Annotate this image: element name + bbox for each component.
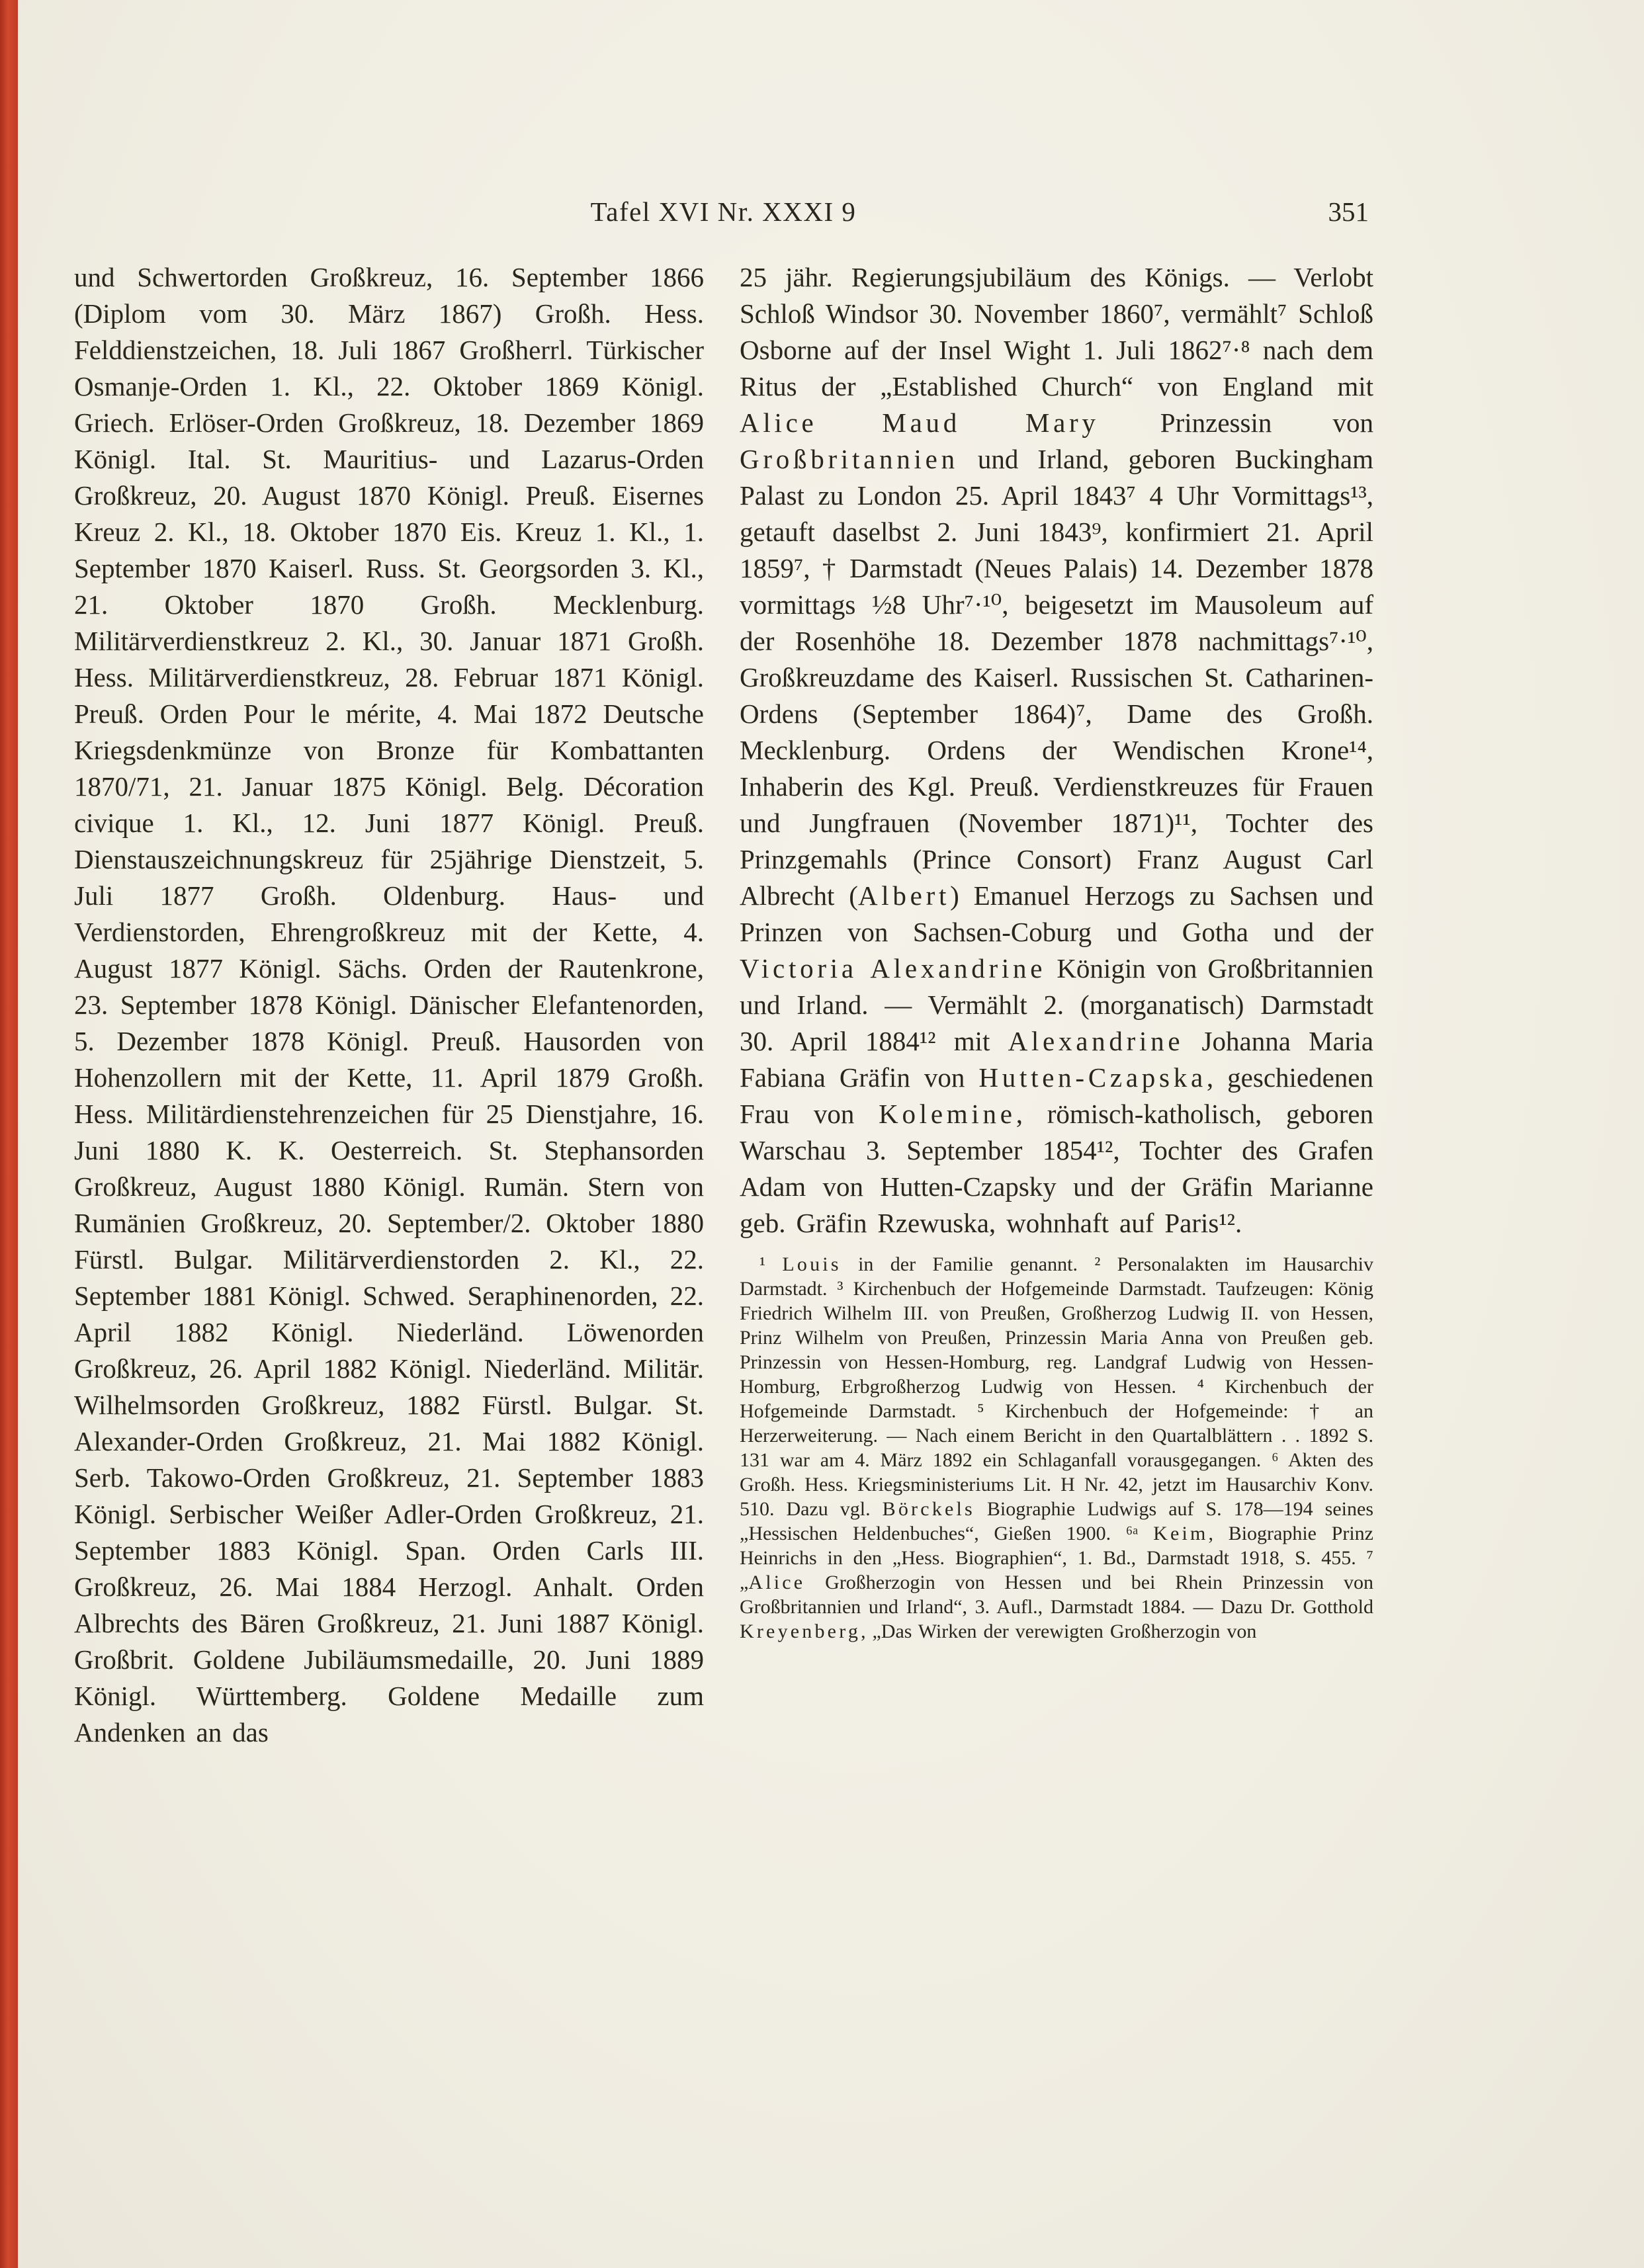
- left-column: [74, 259, 704, 1751]
- page-number: 351: [1328, 196, 1369, 227]
- page-header: [74, 196, 1373, 237]
- right-column: [740, 259, 1373, 1644]
- left-column-text: und Schwertorden Großkreuz, 16. September 1866 (Diplom vom 30. März 1867) Großh. Hess. Felddienstzeichen, 18. Juli 1867 Großherrl. Türkischer Osmanje-Orden 1. Kl., 22. Oktober 1869 Königl. Griech. Erlöser-Orden Großkreuz, 18. Dezember 1869 Königl. Ital. St. Mauritius- und Lazarus-Orden Großkreuz, 20. August 1870 Königl. Preuß. Eisernes Kreuz 2. Kl., 18. Oktober 1870 Eis. Kreuz 1. Kl., 1. September 1870 Kaiserl. Russ. St. Georgsorden 3. Kl., 21. Oktober 1870 Großh. Mecklenburg. Militärverdienstkreuz 2. Kl., 30. Januar 1871 Großh. Hess. Militärverdienstkreuz, 28. Februar 1871 Königl. Preuß. Orden Pour le mérite, 4. Mai 1872 Deutsche Kriegsdenkmünze von Bronze für Kombattanten 1870/71, 21. Januar 1875 Königl. Belg. Décoration civique 1. Kl., 12. Juni 1877 Königl. Preuß. Dienstauszeichnungskreuz für 25jährige Dienstzeit, 5. Juli 1877 Großh. Oldenburg. Haus- und Verdienstorden, Ehrengroßkreuz mit der Kette, 4. August 1877 Königl. Sächs. Orden der Rautenkrone, 23. September 1878 Königl. Dänischer Elefantenorden, 5. Dezember 1878 Königl. Preuß. Hausorden von Hohenzollern mit der Kette, 11. April 1879 Großh. Hess. Militärdienstehrenzeichen für 25 Dienstjahre, 16. Juni 1880 K. K. Oesterreich. St. Stephansorden Großkreuz, August 1880 Königl. Rumän. Stern von Rumänien Großkreuz, 20. September/2. Oktober 1880 Fürstl. Bulgar. Militärverdienstorden 2. Kl., 22. September 1881 Königl. Schwed. Seraphinenorden, 22. April 1882 Königl. Niederländ. Löwenorden Großkreuz, 26. April 1882 Königl. Niederländ. Militär. Wilhelmsorden Großkreuz, 1882 Fürstl. Bulgar. St. Alexander-Orden Großkreuz, 21. Mai 1882 Königl. Serb. Takowo-Orden Großkreuz, 21. September 1883 Königl. Serbischer Weißer Adler-Orden Großkreuz, 21. September 1883 Königl. Span. Orden Carls III. Großkreuz, 26. Mai 1884 Herzogl. Anhalt. Orden Albrechts des Bären Großkreuz, 21. Juni 1887 Königl. Großbrit. Goldene Jubiläumsmedaille, 20. Juni 1889 Königl. Württemberg. Goldene Medaille zum Andenken an das: [74, 262, 704, 1747]
- right-column-text: 25 jähr. Regierungsjubiläum des Königs. — Verlobt Schloß Windsor 30. November 1860⁷, vermählt⁷ Schloß Osborne auf der Insel Wight 1. Juli 1862⁷·⁸ nach dem Ritus der „Established Church“ von England mit Alice Maud Mary Prinzessin von Großbritannien und Irland, geboren Buckingham Palast zu London 25. April 1843⁷ 4 Uhr Vormittags¹³, getauft daselbst 2. Juni 1843⁹, konfirmiert 21. April 1859⁷, † Darmstadt (Neues Palais) 14. Dezember 1878 vormittags ½8 Uhr⁷·¹⁰, beigesetzt im Mausoleum auf der Rosenhöhe 18. Dezember 1878 nachmittags⁷·¹⁰, Großkreuzdame des Kaiserl. Russischen St. Catharinen-Ordens (September 1864)⁷, Dame des Großh. Mecklenburg. Ordens der Wendischen Krone¹⁴, Inhaberin des Kgl. Preuß. Verdienstkreuzes für Frauen und Jungfrauen (November 1871)¹¹, Tochter des Prinzgemahls (Prince Consort) Franz August Carl Albrecht (Albert) Emanuel Herzogs zu Sachsen und Prinzen von Sachsen-Coburg und Gotha und der Victoria Alexandrine Königin von Großbritannien und Irland. — Vermählt 2. (morganatisch) Darmstadt 30. April 1884¹² mit Alexandrine Johanna Maria Fabiana Gräfin von Hutten-Czapska, geschiedenen Frau von Kolemine, römisch-katholisch, geboren Warschau 3. September 1854¹², Tochter des Grafen Adam von Hutten-Czapsky und der Gräfin Marianne geb. Gräfin Rzewuska, wohnhaft auf Paris¹².: [740, 262, 1374, 1238]
- footnotes: ¹ Louis in der Familie genannt. ² Personalakten im Hausarchiv Darmstadt. ³ Kirchenbuch der Hofgemeinde Darmstadt. Taufzeugen: König Friedrich Wilhelm III. von Preußen, Großherzog Ludwig II. von Hessen, Prinz Wilhelm von Preußen, Prinzessin Maria Anna von Preußen geb. Prinzessin von Hessen-Homburg, reg. Landgraf Ludwig von Hessen-Homburg, Erbgroßherzog Ludwig von Hessen. ⁴ Kirchenbuch der Hofgemeinde Darmstadt. ⁵ Kirchenbuch der Hofgemeinde: † an Herzerweiterung. — Nach einem Bericht in den Quartalblättern . . 1892 S. 131 war am 4. März 1892 ein Schlaganfall vorausgegangen. ⁶ Akten des Großh. Hess. Kriegsministeriums Lit. H Nr. 42, jetzt im Hausarchiv Konv. 510. Dazu vgl. Börckels Biographie Ludwigs auf S. 178—194 seines „Hessischen Heldenbuches“, Gießen 1900. ⁶ᵃ Keim, Biographie Prinz Heinrichs in den „Hess. Biographien“, 1. Bd., Darmstadt 1918, S. 455. ⁷ „Alice Großherzogin von Hessen und bei Rhein Prinzessin von Großbritannien und Irland“, 3. Aufl., Darmstadt 1884. — Dazu Dr. Gotthold Kreyenberg, „Das Wirken der verewigten Großherzogin von: [740, 1253, 1373, 1642]
- page-edge-stripe: [0, 0, 18, 2268]
- running-title: Tafel XVI Nr. XXXI 9: [590, 196, 857, 227]
